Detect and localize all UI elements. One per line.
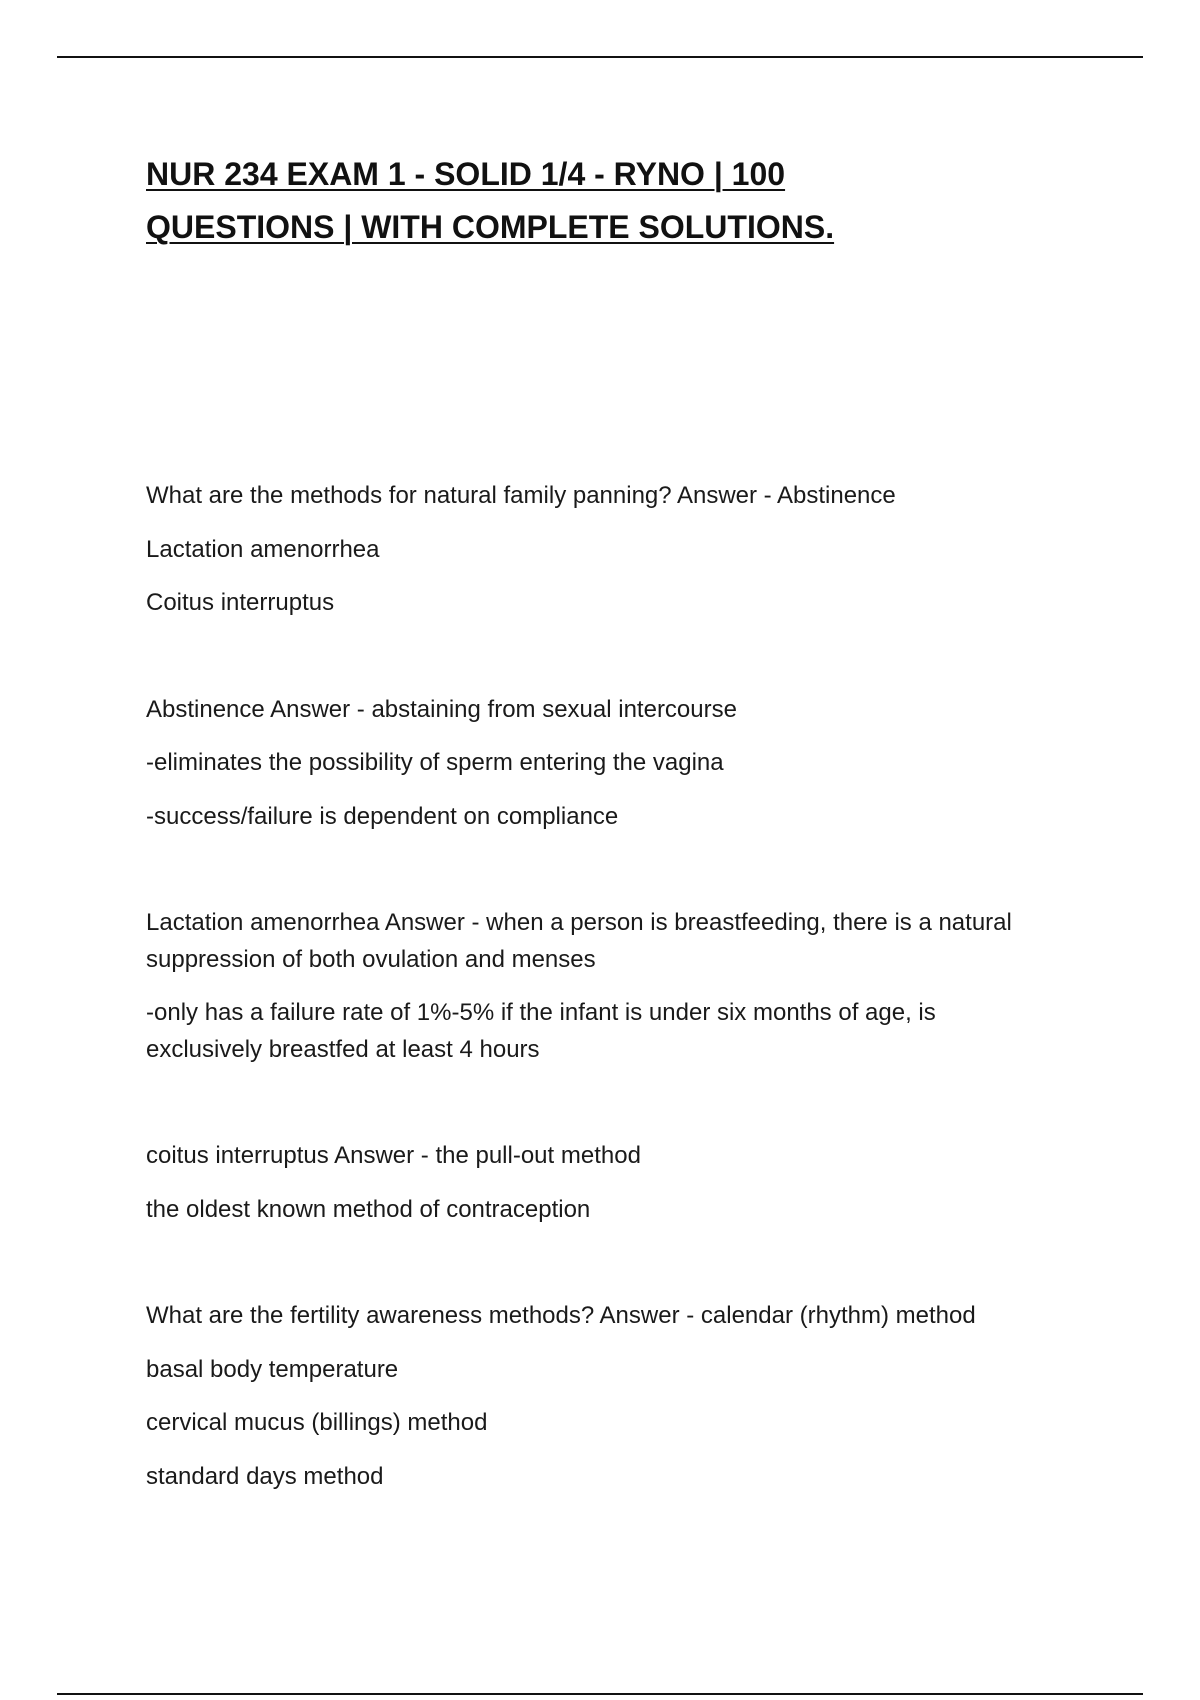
qa-block bbox=[146, 692, 1026, 836]
title-line: NUR 234 EXAM 1 - SOLID 1/4 - RYNO | 100 bbox=[146, 156, 786, 192]
header-rule bbox=[57, 56, 1143, 58]
paragraph: standard days method bbox=[146, 1462, 384, 1490]
paragraph: Abstinence Answer - abstaining from sexual intercourse bbox=[146, 695, 737, 723]
paragraph: What are the fertility awareness methods? Answer - calendar (rhythm) method bbox=[146, 1302, 976, 1329]
qa-block bbox=[146, 905, 1026, 1068]
footer-rule bbox=[57, 1693, 1143, 1695]
document-title bbox=[146, 148, 1046, 254]
paragraph: Lactation amenorrhea bbox=[146, 535, 380, 563]
qa-block bbox=[146, 478, 1026, 622]
document-body bbox=[146, 478, 1026, 1495]
paragraph: cervical mucus (billings) method bbox=[146, 1409, 488, 1436]
qa-block bbox=[146, 1138, 1026, 1228]
paragraph: -eliminates the possibility of sperm entering the vagina bbox=[146, 749, 724, 776]
paragraph: the oldest known method of contraception bbox=[146, 1195, 591, 1223]
paragraph: basal body temperature bbox=[146, 1355, 399, 1383]
qa-block bbox=[146, 1298, 1026, 1495]
paragraph: Coitus interruptus bbox=[146, 589, 335, 616]
paragraph: coitus interruptus Answer - the pull-out method bbox=[146, 1142, 641, 1169]
paragraph: -only has a failure rate of 1%-5% if the infant is under six months of age, is exclusively breastfed at least 4 hours bbox=[146, 999, 936, 1063]
paragraph: -success/failure is dependent on compliance bbox=[146, 802, 619, 830]
title-line: QUESTIONS | WITH COMPLETE SOLUTIONS. bbox=[146, 209, 835, 245]
paragraph: What are the methods for natural family panning? Answer - Abstinence bbox=[146, 482, 896, 509]
paragraph: Lactation amenorrhea Answer - when a person is breastfeeding, there is a natural suppression of both ovulation and menses bbox=[146, 909, 1012, 973]
